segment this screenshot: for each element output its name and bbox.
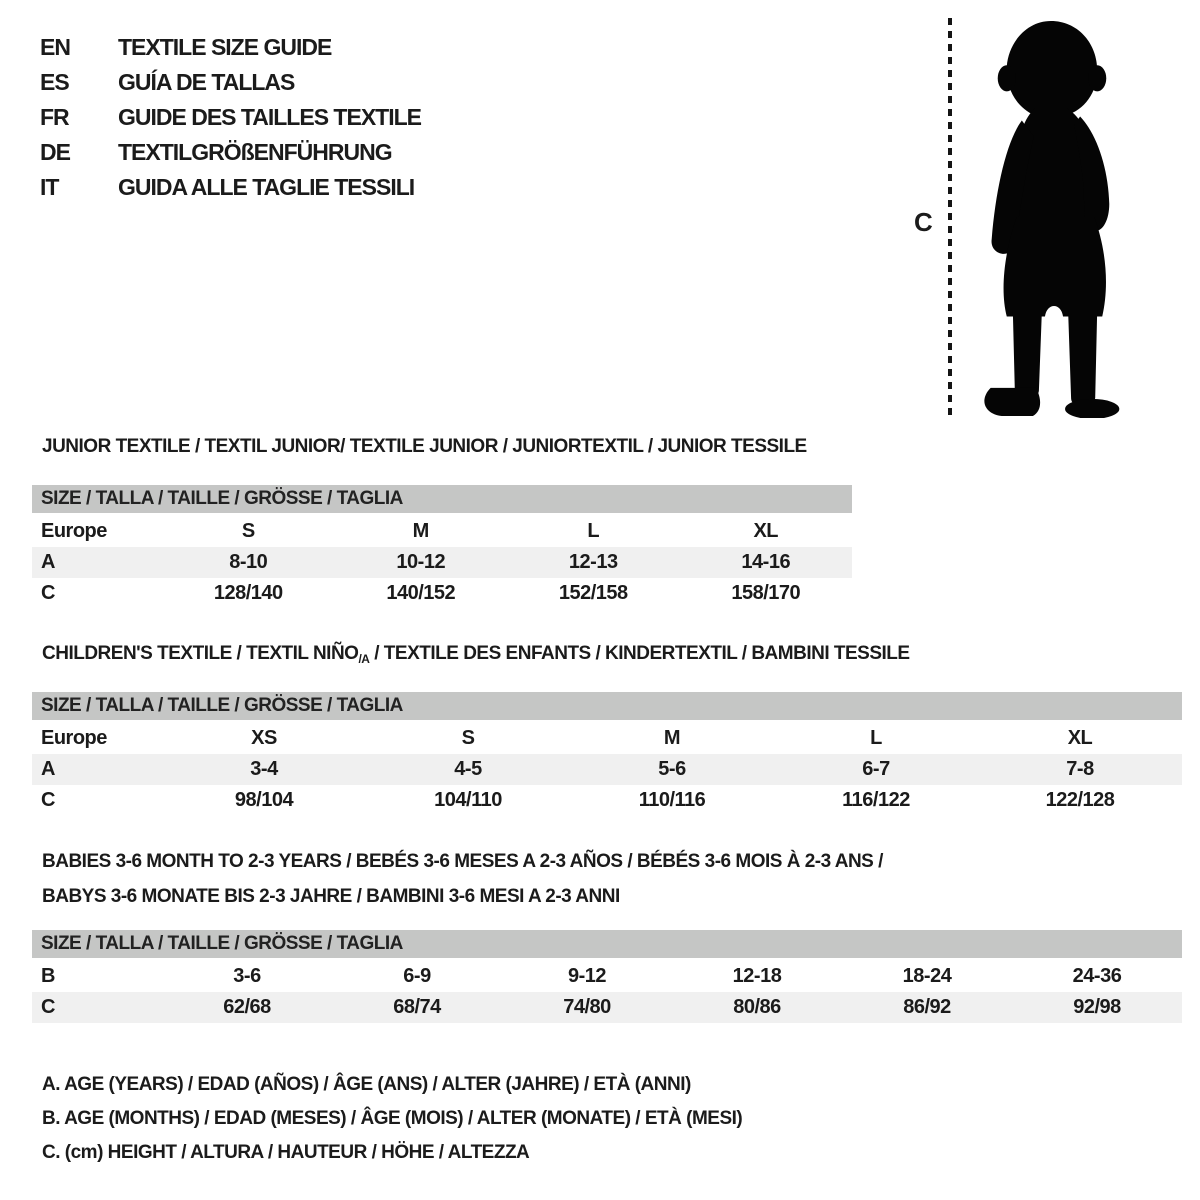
lang-title: TEXTILGRÖßENFÜHRUNG: [118, 139, 392, 165]
lang-code: EN: [40, 34, 70, 60]
cell: 68/74: [393, 996, 441, 1018]
lang-title: TEXTILE SIZE GUIDE: [118, 34, 332, 60]
note-age-years: A. AGE (YEARS) / EDAD (AÑOS) / ÂGE (ANS) / ALTER (JAHRE) / ETÀ (ANNI): [42, 1074, 691, 1095]
babies-table-body: [32, 961, 1182, 1023]
children-title-rest: / TEXTILE DES ENFANTS / KINDERTEXTIL / BAMBINI TESSILE: [369, 643, 910, 664]
row-label: A: [41, 551, 55, 573]
cell: 74/80: [563, 996, 611, 1018]
lang-code: FR: [40, 104, 69, 130]
lang-title: GUÍA DE TALLAS: [118, 69, 295, 95]
note-age-months: B. AGE (MONTHS) / EDAD (MESES) / ÂGE (MOIS) / ALTER (MONATE) / ETÀ (MESI): [42, 1108, 743, 1129]
table-row-age: [32, 547, 852, 578]
cell: M: [663, 727, 681, 749]
babies-section-title-line2: BABYS 3-6 MONATE BIS 2-3 JAHRE / BAMBINI 3-6 MESI A 2-3 ANNI: [42, 886, 620, 907]
cell: XS: [251, 727, 277, 749]
row-label: C: [41, 789, 55, 811]
lang-title: GUIDA ALLE TAGLIE TESSILI: [118, 174, 415, 200]
cell: 152/158: [558, 582, 628, 604]
cell: 9-12: [567, 965, 607, 987]
children-title-main: CHILDREN'S TEXTILE / TEXTIL NIÑO: [42, 643, 359, 664]
row-label: C: [41, 582, 55, 604]
legend-notes: [42, 1068, 742, 1170]
cell: 110/116: [638, 789, 706, 811]
cell: 6-9: [403, 965, 431, 987]
cell: 5-6: [658, 758, 686, 780]
lang-row-fr: [40, 100, 421, 135]
cell: M: [412, 520, 429, 542]
cell: 116/122: [842, 789, 910, 811]
cell: 4-5: [454, 758, 482, 780]
table-row-age-months: [32, 961, 1182, 992]
cell: 104/110: [434, 789, 502, 811]
lang-title: GUIDE DES TAILLES TEXTILE: [118, 104, 421, 130]
note-height-cm: C. (cm) HEIGHT / ALTURA / HAUTEUR / HÖHE / ALTEZZA: [42, 1142, 530, 1163]
language-title-list: [40, 30, 421, 205]
children-section-title: [42, 643, 910, 666]
cell: 3-4: [250, 758, 278, 780]
toddler-silhouette-icon: [968, 16, 1140, 418]
lang-row-it: [40, 170, 421, 205]
cell: XL: [753, 520, 779, 542]
table-row-europe: [32, 723, 1182, 754]
cell: 6-7: [862, 758, 890, 780]
lang-code: ES: [40, 69, 69, 95]
cell: 62/68: [223, 996, 271, 1018]
children-table-body: [32, 723, 1182, 816]
cell: 18-24: [902, 965, 952, 987]
height-measure-label: C: [914, 207, 932, 237]
row-label: C: [41, 996, 55, 1018]
cell: S: [241, 520, 255, 542]
table-row-age: [32, 754, 1182, 785]
height-dashed-line-icon: [948, 18, 952, 416]
cell: L: [870, 727, 882, 749]
cell: 3-6: [233, 965, 261, 987]
lang-row-en: [40, 30, 421, 65]
babies-size-table: [32, 930, 1182, 1023]
children-size-table: [32, 692, 1182, 816]
cell: 98/104: [234, 789, 294, 811]
cell: XL: [1067, 727, 1093, 749]
cell: 92/98: [1073, 996, 1121, 1018]
lang-code: IT: [40, 174, 59, 200]
row-label: Europe: [41, 520, 107, 542]
cell: 24-36: [1072, 965, 1122, 987]
table-row-height: [32, 785, 1182, 816]
babies-table-header: SIZE / TALLA / TAILLE / GRÖSSE / TAGLIA: [32, 930, 1182, 958]
cell: 140/152: [386, 582, 456, 604]
cell: 12-18: [732, 965, 782, 987]
cell: 12-13: [568, 551, 618, 573]
cell: 14-16: [741, 551, 791, 573]
children-table-header: SIZE / TALLA / TAILLE / GRÖSSE / TAGLIA: [32, 692, 1182, 720]
junior-size-table: [32, 485, 852, 609]
row-label: Europe: [41, 727, 107, 749]
cell: 80/86: [733, 996, 781, 1018]
children-title-sub: /A: [358, 652, 370, 666]
cell: 128/140: [213, 582, 283, 604]
cell: 7-8: [1066, 758, 1094, 780]
lang-row-de: [40, 135, 421, 170]
table-row-height: [32, 578, 852, 609]
junior-table-header: SIZE / TALLA / TAILLE / GRÖSSE / TAGLIA: [32, 485, 852, 513]
cell: 86/92: [903, 996, 951, 1018]
junior-section-title: JUNIOR TEXTILE / TEXTIL JUNIOR/ TEXTILE JUNIOR / JUNIORTEXTIL / JUNIOR TESSILE: [42, 436, 807, 457]
cell: 10-12: [396, 551, 446, 573]
cell: L: [587, 520, 600, 542]
lang-row-es: [40, 65, 421, 100]
row-label: B: [41, 965, 55, 987]
cell: 122/128: [1045, 789, 1115, 811]
row-label: A: [41, 758, 55, 780]
junior-table-body: [32, 516, 852, 609]
cell: S: [461, 727, 475, 749]
table-row-height: [32, 992, 1182, 1023]
cell: 8-10: [229, 551, 268, 573]
lang-code: DE: [40, 139, 70, 165]
cell: 158/170: [731, 582, 801, 604]
table-row-europe: [32, 516, 852, 547]
babies-section-title-line1: BABIES 3-6 MONTH TO 2-3 YEARS / BEBÉS 3-6 MESES A 2-3 AÑOS / BÉBÉS 3-6 MOIS À 2-3 ANS /: [42, 851, 883, 872]
